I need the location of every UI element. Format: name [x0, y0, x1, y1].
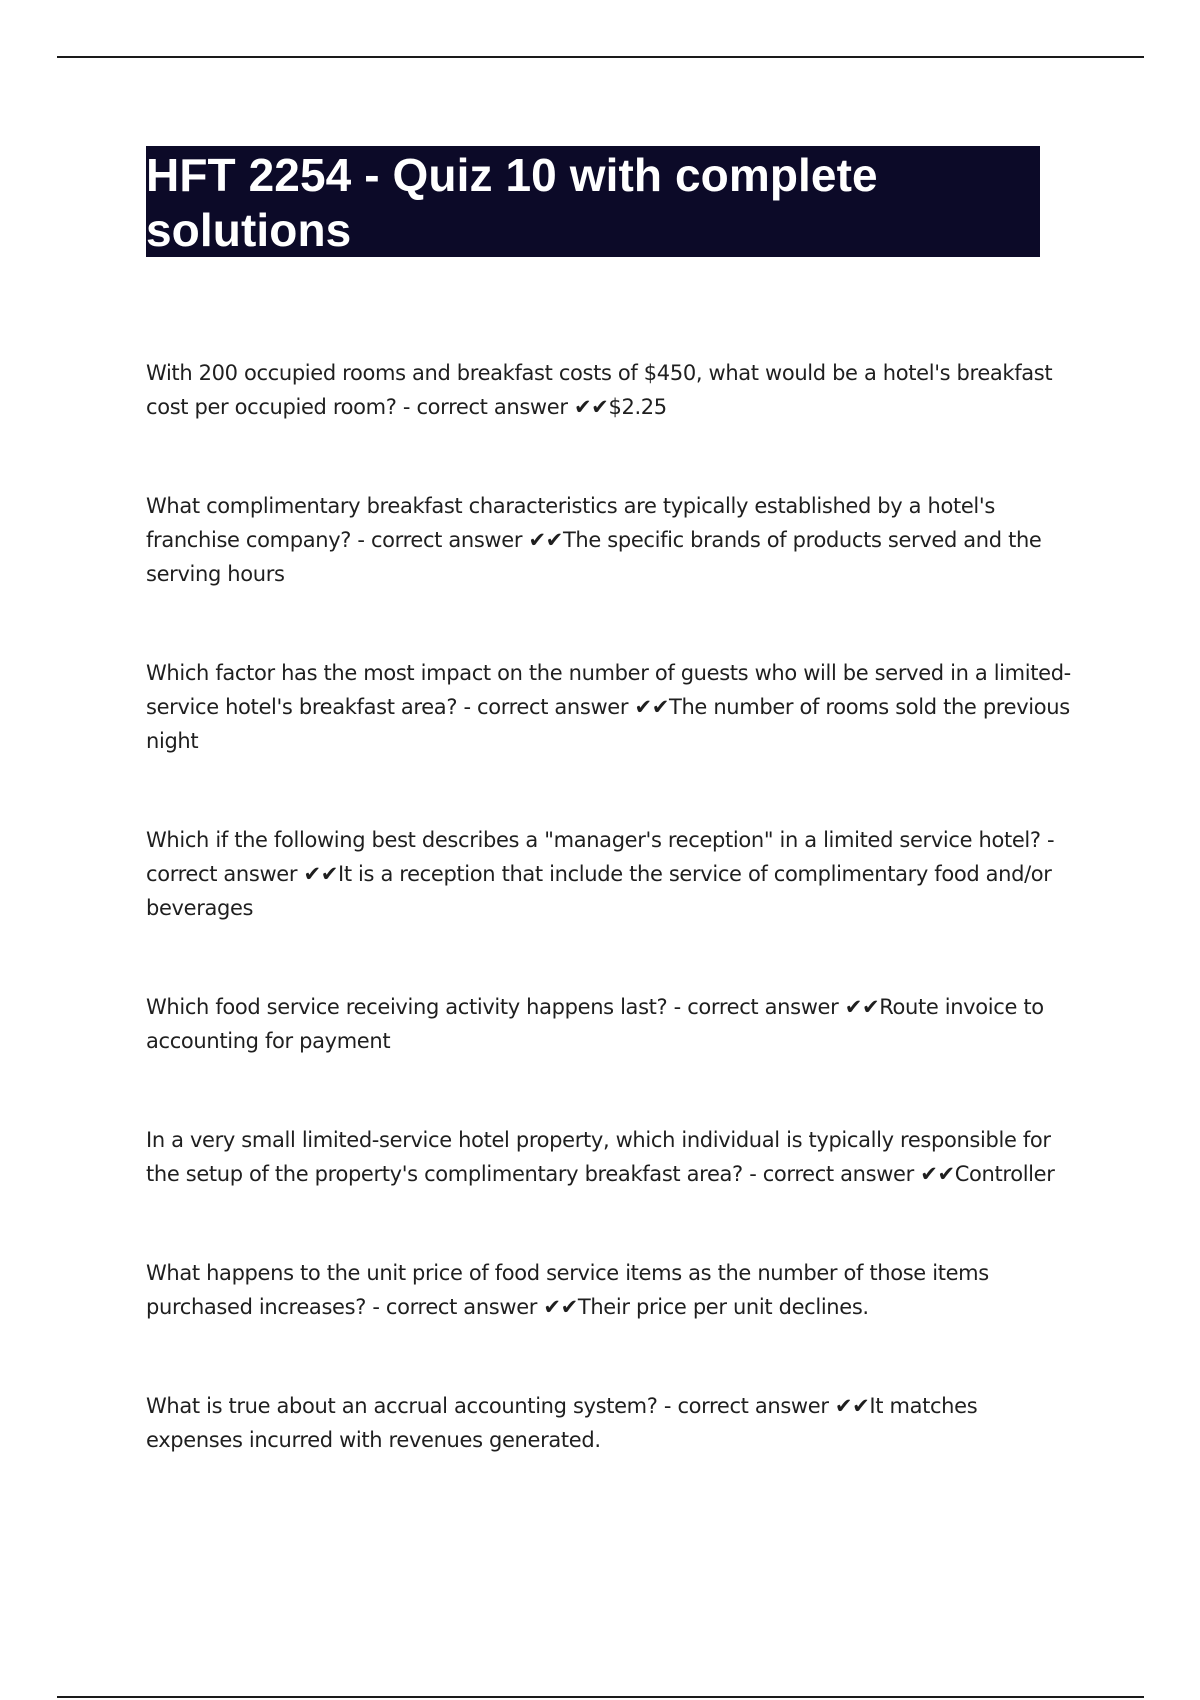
qa-item	[146, 356, 1076, 424]
question-text: What complimentary breakfast characteristics are typically established by a hotel's franchise company?	[146, 494, 995, 552]
answer-text: $2.25	[608, 395, 667, 419]
answer-marker: - correct answer ✔✔	[372, 1295, 578, 1319]
question-text: With 200 occupied rooms and breakfast costs of $450, what would be a hotel's breakfast cost per occupied room?	[146, 361, 1053, 419]
title-banner	[146, 146, 1040, 257]
answer-marker: - correct answer ✔✔	[402, 395, 609, 419]
answer-marker: - correct answer ✔✔	[749, 1162, 955, 1186]
answer-marker: - correct answer ✔✔	[357, 528, 563, 552]
qa-item	[146, 990, 1076, 1058]
question-text: What happens to the unit price of food service items as the number of those items purchased increases?	[146, 1261, 989, 1319]
question-text: Which factor has the most impact on the number of guests who will be served in a limited-service hotel's breakfast area?	[146, 661, 1071, 719]
question-text: What is true about an accrual accounting system?	[146, 1394, 658, 1418]
question-text: In a very small limited-service hotel property, which individual is typically responsible for the setup of the property's complimentary breakfast area?	[146, 1128, 1051, 1186]
answer-marker: - correct answer ✔✔	[673, 995, 880, 1019]
answer-text: Controller	[954, 1162, 1055, 1186]
question-text: Which food service receiving activity happens last?	[146, 995, 668, 1019]
qa-list	[146, 356, 1076, 1522]
question-text: Which if the following best describes a "manager's reception" in a limited service hotel?	[146, 828, 1041, 852]
top-divider	[57, 56, 1144, 58]
answer-text: The specific brands of products served and the serving hours	[146, 528, 1042, 586]
answer-text: The number of rooms sold the previous night	[146, 695, 1070, 753]
answer-marker: - correct answer ✔✔	[463, 695, 669, 719]
qa-item	[146, 656, 1076, 758]
qa-item	[146, 1389, 1076, 1457]
qa-item	[146, 1123, 1076, 1191]
answer-text: It is a reception that include the service of complimentary food and/or beverages	[146, 862, 1052, 920]
qa-item	[146, 489, 1076, 591]
qa-item	[146, 1256, 1076, 1324]
bottom-divider	[57, 1696, 1144, 1698]
page-title: HFT 2254 - Quiz 10 with complete solutions	[146, 149, 878, 256]
answer-marker: - correct answer ✔✔	[146, 828, 1055, 886]
answer-marker: - correct answer ✔✔	[663, 1394, 870, 1418]
answer-text: Their price per unit declines.	[577, 1295, 869, 1319]
answer-text: Route invoice to accounting for payment	[146, 995, 1044, 1053]
qa-item	[146, 823, 1076, 925]
answer-text: It matches expenses incurred with revenues generated.	[146, 1394, 978, 1452]
